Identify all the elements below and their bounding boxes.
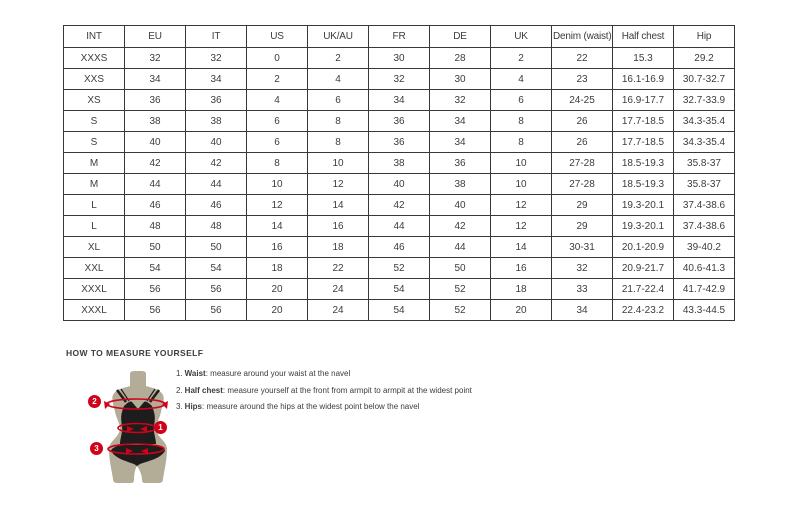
table-cell: XXXS bbox=[64, 48, 125, 69]
table-cell: 8 bbox=[308, 111, 369, 132]
table-cell: 27-28 bbox=[552, 153, 613, 174]
column-header-uk: UK bbox=[491, 26, 552, 48]
table-cell: XS bbox=[64, 90, 125, 111]
column-header-hip: Hip bbox=[674, 26, 735, 48]
table-cell: XXL bbox=[64, 258, 125, 279]
column-header-int: INT bbox=[64, 26, 125, 48]
table-cell: L bbox=[64, 195, 125, 216]
table-cell: S bbox=[64, 111, 125, 132]
table-cell: 56 bbox=[125, 300, 186, 321]
table-cell: 2 bbox=[247, 69, 308, 90]
table-cell: 17.7-18.5 bbox=[613, 132, 674, 153]
table-cell: 4 bbox=[308, 69, 369, 90]
table-cell: 38 bbox=[125, 111, 186, 132]
table-cell: 34.3-35.4 bbox=[674, 111, 735, 132]
table-cell: 54 bbox=[125, 258, 186, 279]
table-cell: 28 bbox=[430, 48, 491, 69]
table-cell: 42 bbox=[125, 153, 186, 174]
table-cell: M bbox=[64, 153, 125, 174]
mannequin-illustration bbox=[90, 370, 186, 490]
table-cell: 24 bbox=[308, 300, 369, 321]
table-cell: 40.6-41.3 bbox=[674, 258, 735, 279]
table-cell: 18.5-19.3 bbox=[613, 174, 674, 195]
table-row bbox=[64, 132, 735, 153]
table-cell: 22.4-23.2 bbox=[613, 300, 674, 321]
table-cell: 24 bbox=[308, 279, 369, 300]
table-row bbox=[64, 48, 735, 69]
table-cell: 36 bbox=[369, 132, 430, 153]
table-cell: 22 bbox=[552, 48, 613, 69]
table-cell: 38 bbox=[186, 111, 247, 132]
table-cell: 40 bbox=[430, 195, 491, 216]
table-cell: 12 bbox=[308, 174, 369, 195]
table-cell: 41.7-42.9 bbox=[674, 279, 735, 300]
column-header-it: IT bbox=[186, 26, 247, 48]
table-cell: 42 bbox=[430, 216, 491, 237]
table-cell: 32 bbox=[125, 48, 186, 69]
table-cell: XXXL bbox=[64, 300, 125, 321]
table-cell: 38 bbox=[369, 153, 430, 174]
column-header-fr: FR bbox=[369, 26, 430, 48]
table-cell: XXXL bbox=[64, 279, 125, 300]
table-cell: 18 bbox=[491, 279, 552, 300]
measure-step-hips bbox=[176, 402, 472, 412]
table-cell: 19.3-20.1 bbox=[613, 195, 674, 216]
table-cell: 52 bbox=[369, 258, 430, 279]
table-cell: 34 bbox=[186, 69, 247, 90]
table-cell: 34 bbox=[552, 300, 613, 321]
table-cell: 48 bbox=[125, 216, 186, 237]
table-cell: 18 bbox=[308, 237, 369, 258]
table-cell: 17.7-18.5 bbox=[613, 111, 674, 132]
table-row bbox=[64, 258, 735, 279]
table-row bbox=[64, 69, 735, 90]
table-row bbox=[64, 279, 735, 300]
table-cell: 14 bbox=[308, 195, 369, 216]
table-cell: 18 bbox=[247, 258, 308, 279]
table-cell: 6 bbox=[247, 111, 308, 132]
column-header-de: DE bbox=[430, 26, 491, 48]
table-cell: 30.7-32.7 bbox=[674, 69, 735, 90]
table-cell: 10 bbox=[491, 153, 552, 174]
table-cell: 37.4-38.6 bbox=[674, 216, 735, 237]
table-cell: 56 bbox=[186, 300, 247, 321]
column-header-denim-waist-: Denim (waist) bbox=[552, 26, 613, 48]
table-cell: 48 bbox=[186, 216, 247, 237]
table-cell: M bbox=[64, 174, 125, 195]
column-header-uk-au: UK/AU bbox=[308, 26, 369, 48]
table-row bbox=[64, 195, 735, 216]
table-cell: XL bbox=[64, 237, 125, 258]
table-cell: 6 bbox=[308, 90, 369, 111]
table-cell: 16 bbox=[247, 237, 308, 258]
measurement-figure bbox=[90, 370, 186, 490]
table-cell: 50 bbox=[186, 237, 247, 258]
table-cell: 44 bbox=[125, 174, 186, 195]
table-row bbox=[64, 237, 735, 258]
hips-badge: 3 bbox=[90, 442, 103, 455]
table-cell: 42 bbox=[369, 195, 430, 216]
table-cell: 32 bbox=[186, 48, 247, 69]
table-cell: 36 bbox=[430, 153, 491, 174]
table-cell: 30 bbox=[369, 48, 430, 69]
table-cell: 44 bbox=[369, 216, 430, 237]
table-cell: 12 bbox=[491, 216, 552, 237]
table-cell: 15.3 bbox=[613, 48, 674, 69]
table-cell: 12 bbox=[491, 195, 552, 216]
step-text: : measure around your waist at the navel bbox=[205, 369, 351, 378]
table-cell: 8 bbox=[308, 132, 369, 153]
table-cell: 29 bbox=[552, 195, 613, 216]
table-cell: 16.9-17.7 bbox=[613, 90, 674, 111]
table-cell: 54 bbox=[369, 300, 430, 321]
waist-badge: 1 bbox=[154, 421, 167, 434]
table-cell: 20 bbox=[247, 279, 308, 300]
size-chart-table bbox=[63, 25, 735, 321]
table-cell: XXS bbox=[64, 69, 125, 90]
table-cell: L bbox=[64, 216, 125, 237]
table-cell: 56 bbox=[125, 279, 186, 300]
table-cell: 14 bbox=[491, 237, 552, 258]
step-label: Hips bbox=[184, 402, 203, 411]
measure-step-half-chest bbox=[176, 386, 472, 396]
table-cell: 20.9-21.7 bbox=[613, 258, 674, 279]
table-row bbox=[64, 216, 735, 237]
table-cell: 44 bbox=[186, 174, 247, 195]
step-label: Waist bbox=[184, 369, 206, 378]
column-header-half-chest: Half chest bbox=[613, 26, 674, 48]
table-cell: 40 bbox=[369, 174, 430, 195]
table-header-row bbox=[64, 26, 735, 48]
table-cell: 46 bbox=[186, 195, 247, 216]
table-cell: 34.3-35.4 bbox=[674, 132, 735, 153]
table-cell: S bbox=[64, 132, 125, 153]
table-cell: 12 bbox=[247, 195, 308, 216]
table-cell: 40 bbox=[125, 132, 186, 153]
table-cell: 8 bbox=[491, 111, 552, 132]
table-cell: 54 bbox=[369, 279, 430, 300]
table-cell: 40 bbox=[186, 132, 247, 153]
table-cell: 37.4-38.6 bbox=[674, 195, 735, 216]
table-cell: 29.2 bbox=[674, 48, 735, 69]
table-cell: 20.1-20.9 bbox=[613, 237, 674, 258]
column-header-us: US bbox=[247, 26, 308, 48]
table-cell: 27-28 bbox=[552, 174, 613, 195]
table-cell: 54 bbox=[186, 258, 247, 279]
table-cell: 43.3-44.5 bbox=[674, 300, 735, 321]
table-cell: 35.8-37 bbox=[674, 174, 735, 195]
table-cell: 29 bbox=[552, 216, 613, 237]
table-cell: 36 bbox=[125, 90, 186, 111]
table-cell: 52 bbox=[430, 300, 491, 321]
column-header-eu: EU bbox=[125, 26, 186, 48]
table-cell: 46 bbox=[369, 237, 430, 258]
table-cell: 14 bbox=[247, 216, 308, 237]
table-cell: 8 bbox=[491, 132, 552, 153]
table-cell: 46 bbox=[125, 195, 186, 216]
table-cell: 36 bbox=[369, 111, 430, 132]
table-cell: 34 bbox=[430, 111, 491, 132]
table-cell: 32 bbox=[552, 258, 613, 279]
table-cell: 18.5-19.3 bbox=[613, 153, 674, 174]
table-cell: 20 bbox=[491, 300, 552, 321]
table-cell: 44 bbox=[430, 237, 491, 258]
table-cell: 0 bbox=[247, 48, 308, 69]
step-number: 3. bbox=[176, 402, 183, 411]
table-cell: 34 bbox=[369, 90, 430, 111]
table-cell: 50 bbox=[125, 237, 186, 258]
step-number: 1. bbox=[176, 369, 183, 378]
table-cell: 6 bbox=[247, 132, 308, 153]
table-cell: 30-31 bbox=[552, 237, 613, 258]
table-cell: 33 bbox=[552, 279, 613, 300]
table-cell: 8 bbox=[247, 153, 308, 174]
table-cell: 26 bbox=[552, 111, 613, 132]
table-row bbox=[64, 153, 735, 174]
table-row bbox=[64, 111, 735, 132]
table-cell: 23 bbox=[552, 69, 613, 90]
table-cell: 4 bbox=[247, 90, 308, 111]
table-cell: 19.3-20.1 bbox=[613, 216, 674, 237]
table-cell: 34 bbox=[125, 69, 186, 90]
half-chest-badge: 2 bbox=[88, 395, 101, 408]
table-cell: 36 bbox=[186, 90, 247, 111]
table-row bbox=[64, 174, 735, 195]
table-cell: 16 bbox=[308, 216, 369, 237]
table-cell: 34 bbox=[430, 132, 491, 153]
table-cell: 32.7-33.9 bbox=[674, 90, 735, 111]
step-text: : measure yourself at the front from armpit to armpit at the widest point bbox=[222, 385, 472, 395]
table-cell: 26 bbox=[552, 132, 613, 153]
measure-section-heading: HOW TO MEASURE YOURSELF bbox=[66, 348, 204, 358]
table-cell: 16 bbox=[491, 258, 552, 279]
measure-step-waist bbox=[176, 369, 472, 379]
table-cell: 2 bbox=[491, 48, 552, 69]
table-cell: 21.7-22.4 bbox=[613, 279, 674, 300]
table-cell: 10 bbox=[491, 174, 552, 195]
table-cell: 22 bbox=[308, 258, 369, 279]
step-label: Half chest bbox=[184, 385, 223, 395]
table-cell: 20 bbox=[247, 300, 308, 321]
table-cell: 39-40.2 bbox=[674, 237, 735, 258]
table-cell: 10 bbox=[247, 174, 308, 195]
table-cell: 24-25 bbox=[552, 90, 613, 111]
table-cell: 38 bbox=[430, 174, 491, 195]
table-cell: 32 bbox=[430, 90, 491, 111]
measure-steps-list bbox=[176, 369, 472, 419]
table-cell: 10 bbox=[308, 153, 369, 174]
step-number: 2. bbox=[176, 385, 183, 395]
table-cell: 6 bbox=[491, 90, 552, 111]
table-cell: 32 bbox=[369, 69, 430, 90]
table-cell: 30 bbox=[430, 69, 491, 90]
step-text: : measure around the hips at the widest point below the navel bbox=[202, 402, 420, 411]
table-cell: 42 bbox=[186, 153, 247, 174]
table-cell: 52 bbox=[430, 279, 491, 300]
table-cell: 4 bbox=[491, 69, 552, 90]
table-cell: 2 bbox=[308, 48, 369, 69]
table-cell: 35.8-37 bbox=[674, 153, 735, 174]
table-row bbox=[64, 300, 735, 321]
table-cell: 16.1-16.9 bbox=[613, 69, 674, 90]
table-row bbox=[64, 90, 735, 111]
table-cell: 56 bbox=[186, 279, 247, 300]
table-cell: 50 bbox=[430, 258, 491, 279]
